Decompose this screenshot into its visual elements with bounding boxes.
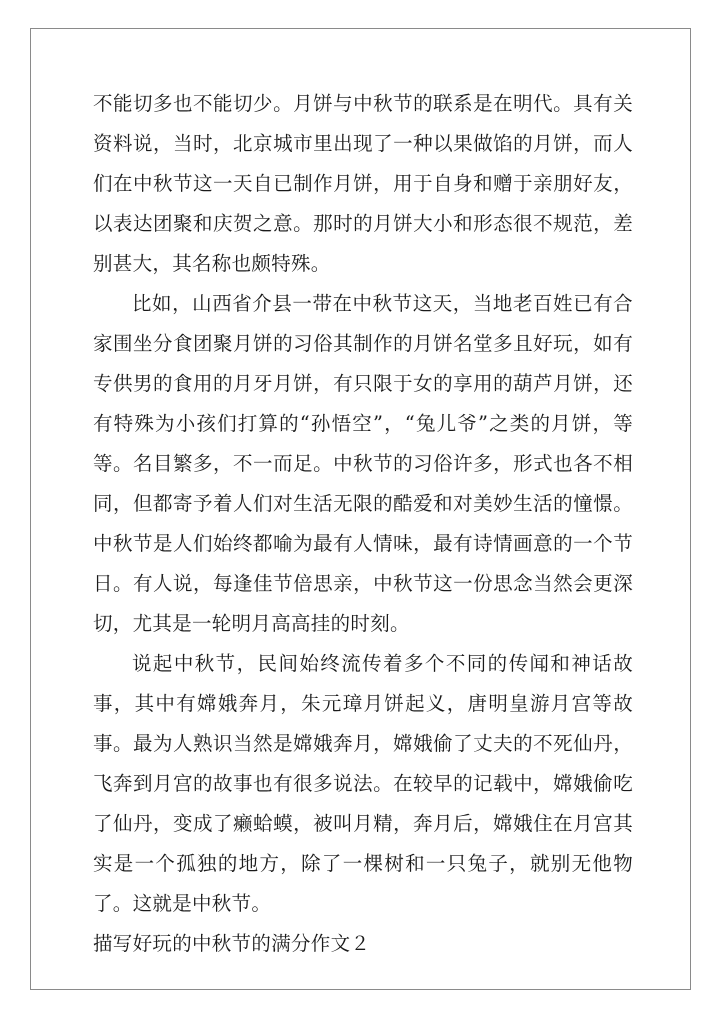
document-body — [93, 84, 633, 964]
paragraph-1: 不能切多也不能切少。月饼与中秋节的联系是在明代。具有关资料说，当时，北京城市里出现了一种以果做馅的月饼，而人们在中秋节这一天自已制作月饼，用于自身和赠于亲朋好友，以表达团聚和庆贺之意。那时的月饼大小和形态很不规范，差别甚大，其名称也颇特殊。 — [93, 92, 633, 275]
section-heading: 描写好玩的中秋节的满分作文２ — [93, 932, 371, 955]
paragraph-3: 说起中秋节，民间始终流传着多个不同的传闻和神话故事，其中有嫦娥奔月，朱元璋月饼起义，唐明皇游月宫等故事。最为人熟识当然是嫦娥奔月，嫦娥偷了丈夫的不死仙丹，飞奔到月宫的故事也有很多说法。在较早的记载中，嫦娥偷吃了仙丹，变成了癞蛤蟆，被叫月精，奔月后，嫦娥住在月宫其实是一个孤独的地方，除了一棵树和一只兔子，就别无他物了。这就是中秋节。 — [93, 652, 633, 915]
paragraph-2: 比如，山西省介县一带在中秋节这天，当地老百姓已有合家围坐分食团聚月饼的习俗其制作的月饼名堂多且好玩，如有专供男的食用的月牙月饼，有只限于女的享用的葫芦月饼，还有特殊为小孩们打算的“孙悟空”，“兔儿爷”之类的月饼，等等。名目繁多，不一而足。中秋节的习俗许多，形式也各不相同，但都寄予着人们对生活无限的酷爱和对美妙生活的憧憬。中秋节是人们始终都喻为最有人情味，最有诗情画意的一个节日。有人说，每逢佳节倍思亲，中秋节这一份思念当然会更深切，尤其是一轮明月高高挂的时刻。 — [93, 292, 633, 635]
